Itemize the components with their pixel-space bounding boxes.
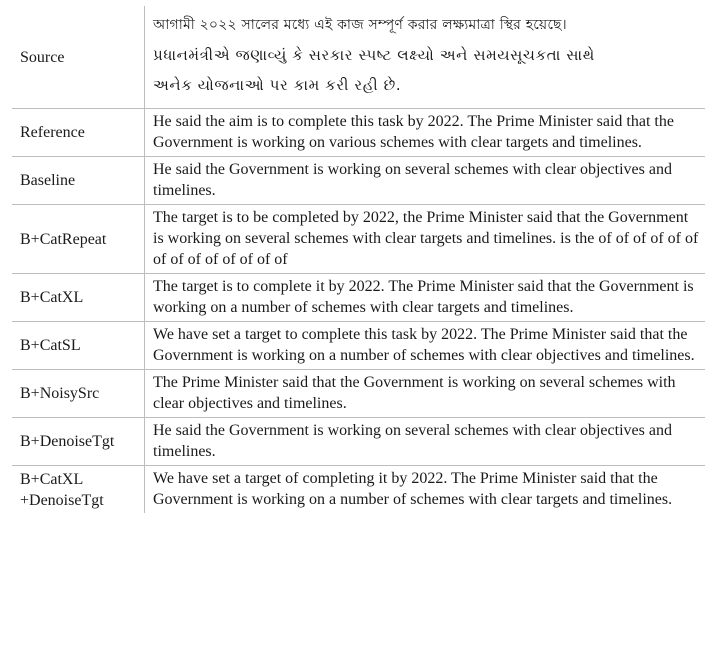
table-row-denoisetgt [12,418,705,466]
row-label: B+CatXL [20,289,84,306]
table-row-catxl [12,274,705,322]
translation-text: He said the aim is to complete this task by 2022. The Prime Minister said that the Government is working on various schemes with clear targets and timelines. [144,109,705,156]
table-row-noisysrc [12,370,705,418]
translation-text: He said the Government is working on several schemes with clear objectives and timelines. [144,418,705,465]
row-label: B+NoisySrc [20,385,100,402]
translation-text: The Prime Minister said that the Government is working on several schemes with clear objectives and timelines. [144,370,705,417]
row-label: B+DenoiseTgt [20,433,115,450]
table-row-catxl-denoisetgt [12,466,705,513]
source-line-1: আগামী ২০২২ সালের মধ্যে এই কাজ সম্পূর্ণ করার লক্ষ্যমাত্রা স্থির হয়েছে। [153,17,567,33]
translation-text: We have set a target to complete this task by 2022. The Prime Minister said that the Government is working on a number of schemes with clear objectives and timelines. [144,322,705,369]
source-line-3: અનેક યોજનાઓ પર કામ કરી રહી છે. [153,76,402,94]
table-row-baseline [12,157,705,205]
translation-text: The target is to be completed by 2022, the Prime Minister said that the Government is working on several schemes with clear targets and timelines. is the of of of of of of of of of of of of of of [144,205,705,273]
translation-text: The target is to complete it by 2022. The Prime Minister said that the Government is working on a number of schemes with clear targets and timelines. [144,274,705,321]
row-label: Reference [20,124,85,141]
translation-text: He said the Government is working on several schemes with clear objectives and timelines. [144,157,705,204]
table-row-source [12,6,705,109]
row-label: B+CatSL [20,337,81,354]
row-label: Baseline [20,172,76,189]
source-text [144,6,705,108]
table-row-catsl [12,322,705,370]
table-row-reference [12,109,705,157]
comparison-table [12,6,705,513]
translation-text: We have set a target of completing it by 2022. The Prime Minister said that the Government is working on a number of schemes with clear targets and timelines. [144,466,705,513]
table-row-catrepeat [12,205,705,274]
row-label: B+CatRepeat [20,230,107,248]
row-label: Source [20,48,65,66]
row-label: B+CatXL +DenoiseTgt [20,470,104,509]
source-line-2: પ્રધાનમંત્રીએ જણાવ્યું કે સરકાર સ્પષ્ટ લક્ષ્યો અને સમયસૂચકતા સાથે [153,46,595,64]
